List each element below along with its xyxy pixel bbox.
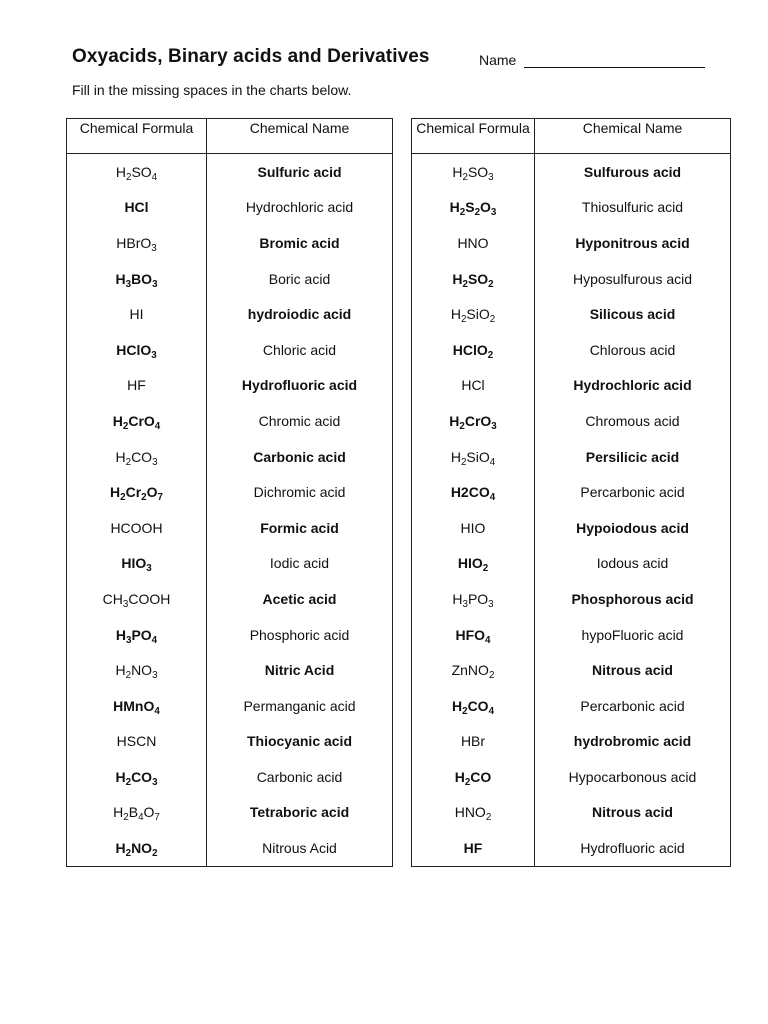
name-cell: Chromic acid: [258, 412, 341, 429]
name-cell: Iodic acid: [269, 555, 330, 572]
formula-cell: HF: [412, 830, 535, 866]
table-row: [67, 688, 393, 724]
name-cell: Formic acid: [260, 519, 339, 536]
header-row: [412, 119, 731, 154]
name-cell: Hyposulfurous acid: [572, 270, 693, 287]
table-row: [67, 296, 393, 332]
formula-cell: HClO$_3$: [67, 332, 207, 368]
formula-cell: $H_2CrO_4$: [67, 403, 207, 439]
name-cell: Hyponitrous acid: [575, 234, 690, 251]
name-cell: Hypocarbonous acid: [568, 768, 697, 785]
table-row: [67, 154, 393, 190]
table-row: [67, 332, 393, 368]
name-cell: Persilicic acid: [585, 448, 680, 465]
name-column-header: Chemical Name: [535, 119, 731, 154]
table-row: [67, 474, 393, 510]
name-cell: Hydrofluoric acid: [580, 840, 685, 857]
page-title: Oxyacids, Binary acids and Derivatives: [72, 46, 430, 67]
formula-cell: HSCN: [67, 724, 207, 760]
formula-cell: HNO: [412, 225, 535, 261]
formula-cell: $HNO_2$: [412, 795, 535, 831]
table-row: [412, 368, 731, 404]
table-row: [67, 652, 393, 688]
name-cell: Nitrous Acid: [262, 840, 337, 857]
table-row: [412, 688, 731, 724]
formula-cell: HMnO$_4$: [67, 688, 207, 724]
formula-cell: $H_2B_4O_7$: [67, 795, 207, 831]
formula-cell: $H_2S_2O_3$: [412, 190, 535, 226]
table-row: [412, 296, 731, 332]
name-cell: Bromic acid: [259, 234, 340, 251]
table-row: [67, 225, 393, 261]
table-row: [412, 510, 731, 546]
table-row: [67, 581, 393, 617]
formula-cell: $CH_3COOH$: [67, 581, 207, 617]
name-cell: Silicous acid: [589, 306, 676, 323]
name-cell: Permanganic acid: [243, 697, 356, 714]
name-cell: hydrobromic acid: [573, 733, 692, 750]
name-cell: Sulfurous acid: [583, 163, 682, 180]
table-row: [412, 225, 731, 261]
name-cell: Chloric acid: [262, 341, 337, 358]
formula-cell: $H_2CO_3$: [67, 439, 207, 475]
formula-cell: HCl: [67, 190, 207, 226]
formula-cell: HBrO$_3$: [67, 225, 207, 261]
formula-cell: ZnNO$_2$: [412, 652, 535, 688]
name-cell: Nitric Acid: [264, 662, 335, 679]
formula-cell: $HFO_4$: [412, 617, 535, 653]
table-row: [412, 795, 731, 831]
formula-cell: $H_2SO_3$: [412, 154, 535, 190]
table-row: [67, 724, 393, 760]
formula-cell: $HIO_2$: [412, 546, 535, 582]
name-cell: Hydrochloric acid: [245, 199, 354, 216]
table-row: [412, 830, 731, 866]
right-acid-table: [411, 118, 731, 867]
formula-cell: $H2CO_4$: [412, 474, 535, 510]
name-cell: Phosphorous acid: [571, 590, 694, 607]
formula-cell: $H_2SO_2$: [412, 261, 535, 297]
header-row: [67, 119, 393, 154]
formula-cell: $H_2NO_2$: [67, 830, 207, 866]
table-row: [67, 795, 393, 831]
formula-cell: HClO$_2$: [412, 332, 535, 368]
table-row: [412, 652, 731, 688]
table-row: [67, 546, 393, 582]
name-cell: Acetic acid: [262, 590, 337, 607]
name-column-header: Chemical Name: [207, 119, 393, 154]
formula-cell: $H_2CO_3$: [67, 759, 207, 795]
table-row: [67, 830, 393, 866]
formula-cell: $H_2Cr_2O_7$: [67, 474, 207, 510]
table-row: [67, 510, 393, 546]
formula-cell: HCOOH: [67, 510, 207, 546]
formula-column-header: Chemical Formula: [67, 119, 207, 154]
name-cell: Phosphoric acid: [249, 626, 350, 643]
table-row: [67, 190, 393, 226]
table-row: [412, 190, 731, 226]
formula-cell: $H_2SO_4$: [67, 154, 207, 190]
name-cell: Chlorous acid: [589, 341, 676, 358]
formula-cell: $H_2SiO_4$: [412, 439, 535, 475]
formula-cell: $H_2CO$: [412, 759, 535, 795]
name-cell: Nitrous acid: [592, 662, 673, 679]
table-row: [412, 546, 731, 582]
name-cell: Thiosulfuric acid: [581, 199, 684, 216]
name-cell: Carbonic acid: [253, 448, 346, 465]
formula-cell: $H_2CrO_3$: [412, 403, 535, 439]
formula-cell: $H_2CO_4$: [412, 688, 535, 724]
name-cell: Boric acid: [268, 270, 331, 287]
table-row: [67, 759, 393, 795]
name-cell: hypoFluoric acid: [581, 626, 684, 643]
formula-cell: $H_2NO_3$: [67, 652, 207, 688]
name-cell: Hypoiodous acid: [576, 519, 689, 536]
formula-cell: $H_3PO_3$: [412, 581, 535, 617]
formula-cell: $HIO_3$: [67, 546, 207, 582]
formula-cell: $H_2SiO_2$: [412, 296, 535, 332]
table-row: [412, 617, 731, 653]
table-row: [412, 403, 731, 439]
table-row: [412, 261, 731, 297]
name-cell: Iodous acid: [596, 555, 669, 572]
formula-cell: HI: [67, 296, 207, 332]
name-cell: Hydrofluoric acid: [241, 377, 358, 394]
formula-cell: $H_3PO_4$: [67, 617, 207, 653]
table-row: [412, 759, 731, 795]
name-blank-line[interactable]: [524, 67, 705, 68]
name-cell: Sulfuric acid: [257, 163, 342, 180]
left-acid-table: [66, 118, 393, 867]
formula-cell: HF: [67, 368, 207, 404]
name-cell: Percarbonic acid: [580, 697, 685, 714]
formula-cell: HBr: [412, 724, 535, 760]
table-row: [67, 261, 393, 297]
name-cell: Tetraboric acid: [249, 804, 350, 821]
table-row: [67, 617, 393, 653]
table-row: [67, 403, 393, 439]
instructions: Fill in the missing spaces in the charts below.: [72, 82, 352, 98]
name-cell: Hydrochloric acid: [573, 377, 692, 394]
name-cell: Carbonic acid: [256, 768, 343, 785]
table-row: [412, 332, 731, 368]
formula-cell: HCl: [412, 368, 535, 404]
table-row: [412, 439, 731, 475]
name-cell: hydroiodic acid: [247, 306, 352, 323]
table-row: [67, 368, 393, 404]
table-row: [412, 581, 731, 617]
name-cell: Thiocyanic acid: [246, 733, 353, 750]
name-cell: Dichromic acid: [253, 484, 346, 501]
formula-column-header: Chemical Formula: [412, 119, 535, 154]
name-label: Name: [479, 52, 517, 68]
name-cell: Nitrous acid: [592, 804, 673, 821]
table-row: [412, 154, 731, 190]
name-cell: Percarbonic acid: [580, 484, 685, 501]
table-row: [412, 724, 731, 760]
formula-cell: HIO: [412, 510, 535, 546]
name-cell: Chromous acid: [585, 412, 680, 429]
table-row: [412, 474, 731, 510]
table-row: [67, 439, 393, 475]
formula-cell: $H_3BO_3$: [67, 261, 207, 297]
